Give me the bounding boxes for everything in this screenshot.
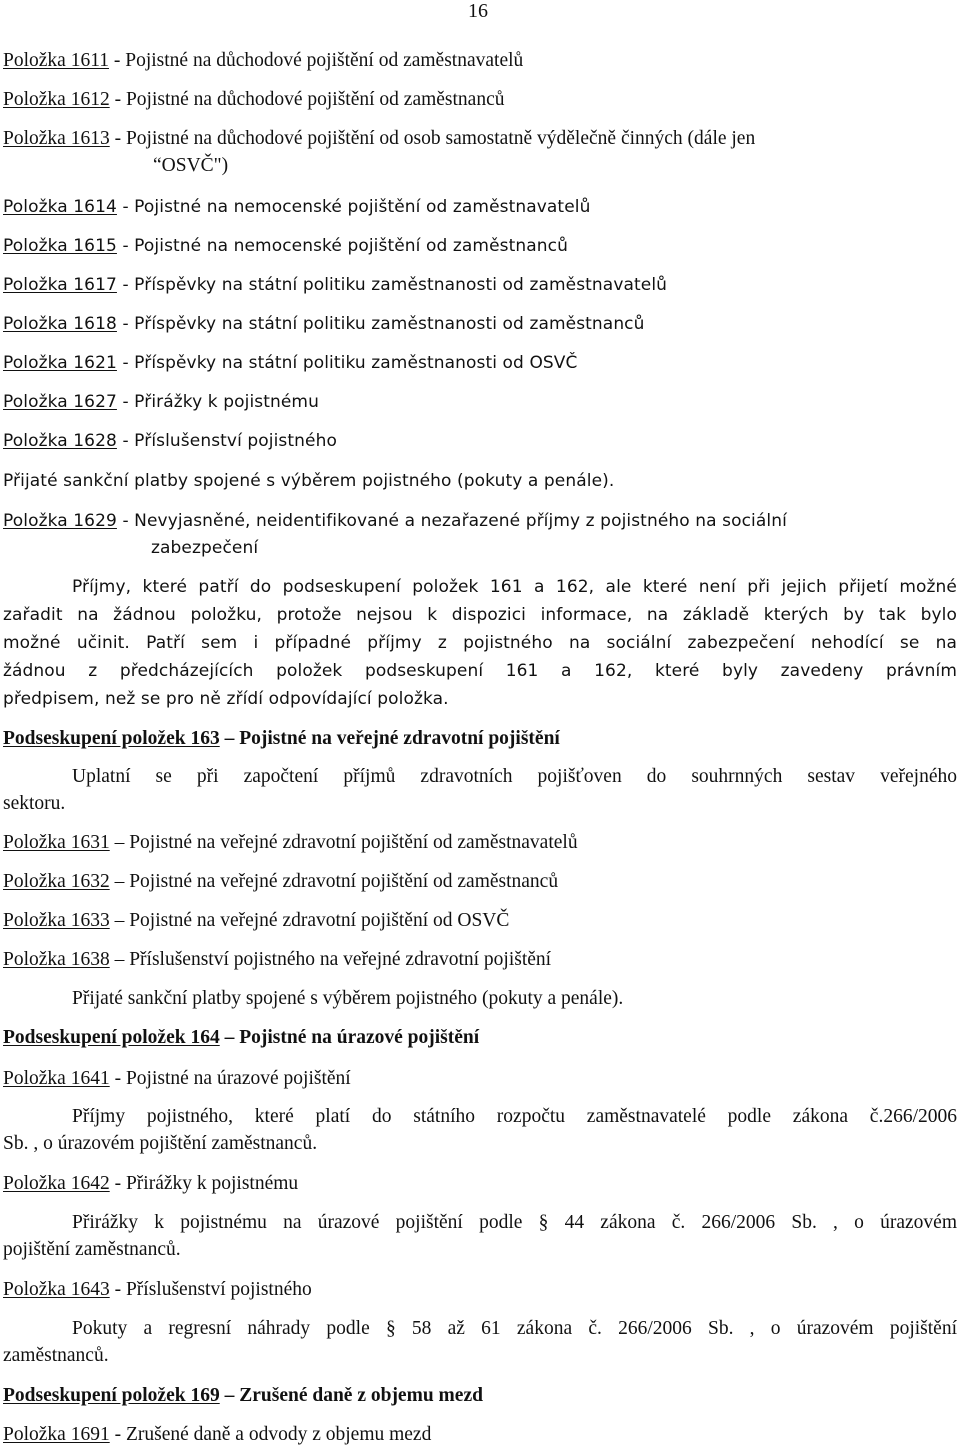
heading-code: Podseskupení položek 169 — [3, 1385, 220, 1406]
paragraph-line: zařadit na žádnou položku, protože nejsou k dispozici informace, na základě kterých by tak bylo — [3, 605, 957, 625]
item-text: - Příspěvky na státní politiku zaměstnanosti od zaměstnavatelů — [116, 275, 668, 295]
item-1629 — [3, 508, 957, 535]
item-1621 — [3, 350, 957, 377]
item-text: - Nevyjasněné, neidentifikované a nezařazené příjmy z pojistného na sociální — [116, 511, 787, 531]
paragraph-line: pojištění zaměstnanců. — [3, 1239, 181, 1260]
heading-text: – Zrušené daně z objemu mezd — [219, 1385, 483, 1406]
item-text: - Příspěvky na státní politiku zaměstnanosti od zaměstnanců — [116, 314, 645, 334]
item-code: Položka 1615 — [3, 236, 117, 256]
item-1617 — [3, 272, 957, 299]
item-text: - Příslušenství pojistného — [109, 1279, 312, 1300]
paragraph-line: Pokuty a regresní náhrady podle § 58 až 61 zákona č. 266/2006 Sb. , o úrazovém pojištění — [72, 1318, 957, 1339]
item-text: – Příslušenství pojistného na veřejné zdravotní pojištění — [109, 949, 552, 970]
item-code: Položka 1642 — [3, 1173, 110, 1194]
item-text: – Pojistné na veřejné zdravotní pojištění od OSVČ — [109, 910, 510, 931]
item-1632 — [3, 868, 957, 895]
item-code: Položka 1643 — [3, 1279, 110, 1300]
item-code: Položka 1632 — [3, 871, 110, 892]
item-text: - Příspěvky na státní politiku zaměstnanosti od OSVČ — [116, 353, 578, 373]
page-number: 16 — [468, 0, 488, 22]
item-code: Položka 1627 — [3, 392, 117, 412]
item-1629-continuation: zabezpečení — [151, 538, 259, 558]
item-code: Položka 1629 — [3, 511, 117, 531]
item-code: Položka 1618 — [3, 314, 117, 334]
item-text: - Pojistné na důchodové pojištění od zaměstnavatelů — [108, 50, 524, 71]
item-1612 — [3, 86, 957, 113]
section-heading-163 — [3, 725, 957, 752]
item-code: Položka 1633 — [3, 910, 110, 931]
paragraph-line: předpisem, než se pro ně zřídí odpovídající položka. — [3, 689, 449, 709]
item-1642 — [3, 1170, 957, 1197]
item-1691 — [3, 1421, 957, 1448]
heading-code: Podseskupení položek 163 — [3, 728, 220, 749]
item-text: - Přirážky k pojistnému — [109, 1173, 299, 1194]
item-text: - Příslušenství pojistného — [116, 431, 337, 451]
note-1628: Přijaté sankční platby spojené s výběrem pojistného (pokuty a penále). — [3, 471, 615, 491]
item-1627 — [3, 389, 957, 416]
item-code: Položka 1638 — [3, 949, 110, 970]
item-text: - Pojistné na nemocenské pojištění od zaměstnavatelů — [116, 197, 591, 217]
item-1638 — [3, 946, 957, 973]
item-code: Položka 1611 — [3, 50, 109, 71]
section-heading-164 — [3, 1024, 957, 1051]
item-code: Položka 1641 — [3, 1068, 110, 1089]
item-text: - Přirážky k pojistnému — [116, 392, 319, 412]
item-1613-continuation: “OSVČ") — [153, 155, 229, 176]
item-1614 — [3, 194, 957, 221]
item-1633 — [3, 907, 957, 934]
item-1641 — [3, 1065, 957, 1092]
paragraph-line: Sb. , o úrazovém pojištění zaměstnanců. — [3, 1133, 318, 1154]
paragraph-line: žádnou z předcházejících položek podseskupení 161 a 162, které byly zavedeny právním — [3, 661, 957, 681]
item-code: Položka 1631 — [3, 832, 110, 853]
item-text: - Pojistné na úrazové pojištění — [109, 1068, 351, 1089]
item-code: Položka 1613 — [3, 128, 110, 149]
item-code: Položka 1691 — [3, 1424, 110, 1445]
item-text: - Pojistné na důchodové pojištění od osob samostatně výdělečně činných (dále jen — [109, 128, 756, 149]
item-1643 — [3, 1276, 957, 1303]
item-text: - Pojistné na důchodové pojištění od zaměstnanců — [109, 89, 505, 110]
paragraph-line: Příjmy, které patří do podseskupení položek 161 a 162, ale které není při jejich přijetí možné — [72, 577, 957, 597]
item-1631 — [3, 829, 957, 856]
item-text: - Pojistné na nemocenské pojištění od zaměstnanců — [116, 236, 568, 256]
paragraph-line: zaměstnanců. — [3, 1345, 109, 1366]
item-text: - Zrušené daně a odvody z objemu mezd — [109, 1424, 432, 1445]
paragraph-line: sektoru. — [3, 793, 66, 814]
item-code: Položka 1621 — [3, 353, 117, 373]
item-1611 — [3, 47, 957, 74]
item-text: – Pojistné na veřejné zdravotní pojištění od zaměstnavatelů — [109, 832, 578, 853]
item-1628 — [3, 428, 957, 455]
item-code: Položka 1617 — [3, 275, 117, 295]
item-code: Položka 1614 — [3, 197, 117, 217]
item-1613 — [3, 125, 957, 152]
note-1638: Přijaté sankční platby spojené s výběrem pojistného (pokuty a penále). — [72, 988, 624, 1009]
section-heading-169 — [3, 1382, 957, 1409]
heading-text: – Pojistné na úrazové pojištění — [219, 1027, 480, 1048]
item-text: – Pojistné na veřejné zdravotní pojištění od zaměstnanců — [109, 871, 559, 892]
paragraph-line: Přirážky k pojistnému na úrazové pojištění podle § 44 zákona č. 266/2006 Sb. , o úrazovém — [72, 1212, 957, 1233]
item-1615 — [3, 233, 957, 260]
paragraph-line: Uplatní se při započtení příjmů zdravotních pojišťoven do souhrnných sestav veřejného — [72, 766, 957, 787]
heading-text: – Pojistné na veřejné zdravotní pojištění — [219, 728, 560, 749]
item-code: Položka 1628 — [3, 431, 117, 451]
item-code: Položka 1612 — [3, 89, 110, 110]
item-1618 — [3, 311, 957, 338]
paragraph-line: možné učinit. Patří sem i případné příjmy z pojistného na sociální zabezpečení nehodící se na — [3, 633, 957, 653]
paragraph-line: Příjmy pojistného, které platí do státního rozpočtu zaměstnavatelé podle zákona č.266/2006 — [72, 1106, 957, 1127]
heading-code: Podseskupení položek 164 — [3, 1027, 220, 1048]
